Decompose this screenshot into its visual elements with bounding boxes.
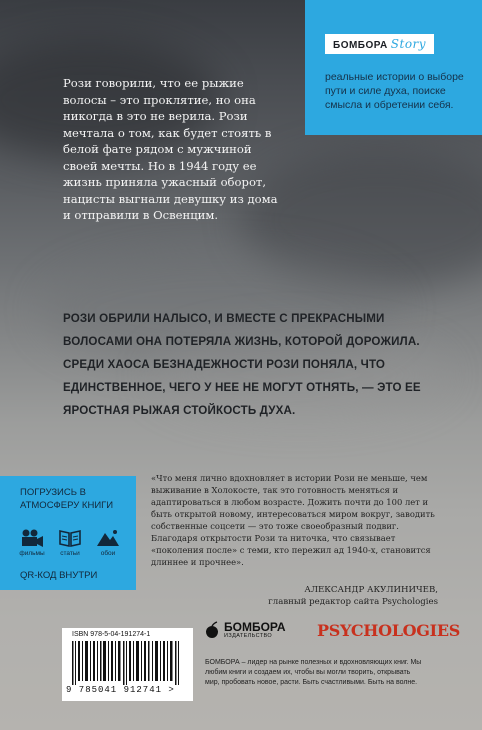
qr-item-label: обои: [100, 550, 116, 557]
series-story: Story: [390, 37, 427, 51]
bomb-icon: [205, 621, 219, 639]
intro-text: Рози говорили, что ее рыжие волосы – это проклятие, но она никогда в это не верила. Рози мечтала о том, как будет стоять в белой фате рядом с мужчиной своей мечты. Но в 1944 году ее жизнь приняла ужасный оборот, нацисты выгнали девушку из дома и отправили в Освенцим.: [63, 76, 278, 222]
author-role: главный редактор сайта Psychologies: [268, 597, 438, 607]
qr-title: ПОГРУЗИСЬ В АТМОСФЕРУ КНИГИ: [20, 487, 114, 511]
series-badge: [305, 0, 482, 135]
publisher-description: БОМБОРА – лидер на рынке полезных и вдохновляющих книг. Мы любим книги и создаем их, чтобы вы могли творить, открывать мир, пробовать новое, расти. Быть счастливыми. Быть на волне.: [205, 659, 422, 686]
qr-footer: QR-КОД ВНУТРИ: [20, 570, 98, 581]
barcode-digits: 9 785041 912741 >: [66, 685, 175, 695]
qr-item-articles: [56, 528, 84, 557]
publisher-logo: [205, 621, 286, 639]
book-icon: [58, 528, 82, 548]
barcode-image: [72, 641, 184, 685]
publisher-name: БОМБОРА: [224, 620, 286, 634]
qr-item-wallpapers: [94, 528, 122, 557]
qr-item-label: фильмы: [19, 550, 45, 557]
highlight-text: РОЗИ ОБРИЛИ НАЛЫСО, И ВМЕСТЕ С ПРЕКРАСНЫМИ ВОЛОСАМИ ОНА ПОТЕРЯЛА ЖИЗНЬ, КОТОРОЙ ДОРОЖИЛА. СРЕДИ ХАОСА БЕЗНАДЕЖНОСТИ РОЗИ ПОНЯЛА, ЧТО ЕДИНСТВЕННОЕ, ЧЕГО У НЕЕ НЕ МОГУТ ОТНЯТЬ, — ЭТО ЕЕ ЯРОСТНАЯ РЫЖАЯ СТОЙКОСТЬ ДУХА.: [63, 312, 421, 417]
publisher-name-block: [224, 621, 286, 639]
qr-panel: [0, 476, 136, 590]
series-brand-tag: [325, 34, 434, 54]
qr-item-films: [18, 528, 46, 557]
author-name: АЛЕКСАНДР АКУЛИНИЧЕВ,: [304, 585, 438, 595]
camera-icon: [20, 528, 44, 548]
series-description: реальные истории о выборе пути и силе духа, поиске смысла и обретении себя.: [325, 71, 464, 111]
isbn: ISBN 978-5-04-191274-1: [72, 631, 151, 638]
partner-logo: PSYCHOLOGIES: [317, 621, 461, 640]
mountain-icon: [96, 528, 120, 548]
qr-items: [18, 528, 122, 557]
publisher-sub: ИЗДАТЕЛЬСТВО: [224, 633, 273, 639]
series-brand: БОМБОРА: [333, 40, 388, 51]
barcode-box: [62, 628, 193, 701]
quote-author: [218, 584, 438, 608]
review-quote: «Что меня лично вдохновляет в истории Рози не меньше, чем выживание в Холокосте, так это готовность меняться и адаптироваться в любом возрасте. Дожить почти до 100 лет и быть открытой новому, интересоваться миром вокруг, заводить собственные соцсети — это тоже своеобразный подвиг. Благодаря открытости Рози та ниточка, что связывает «поколения после» с теми, кто пережил ад 1940-х, становится длиннее и прочнее».: [151, 473, 435, 567]
qr-item-label: статьи: [60, 550, 80, 557]
